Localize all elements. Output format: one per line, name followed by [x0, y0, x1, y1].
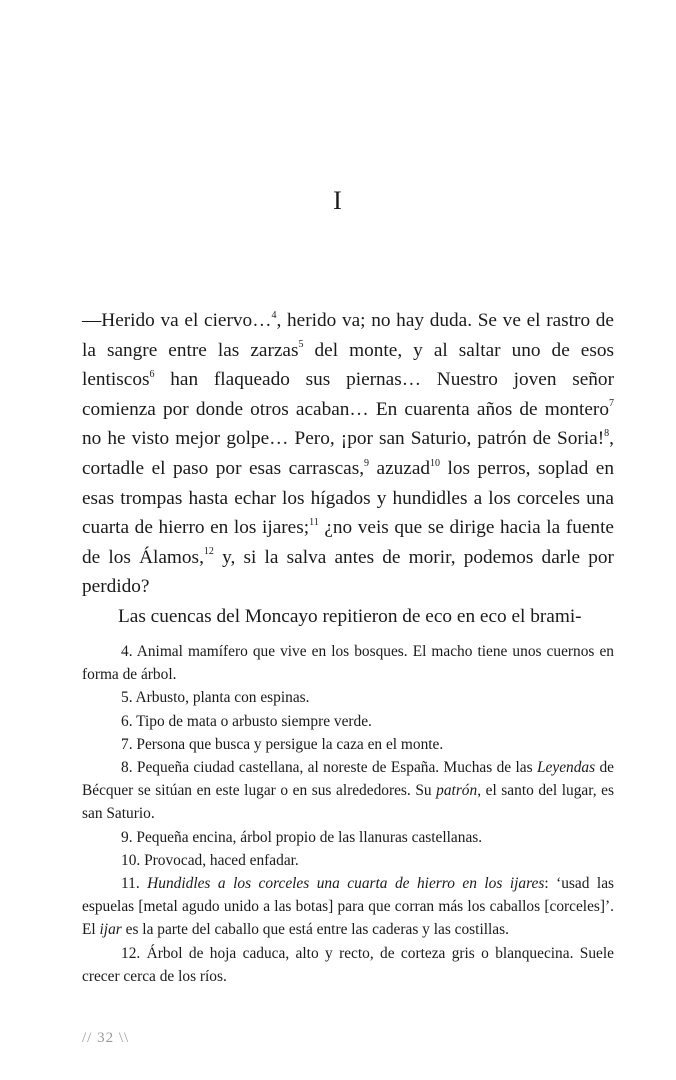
text-run: , herido va; no hay duda. Se ve el rastro de la sangre entre las zarzas: [82, 310, 614, 361]
paragraph-1: [82, 306, 614, 602]
footnote-ref-5: 5: [298, 339, 304, 351]
footnotes: [82, 640, 614, 988]
footnote-8: [82, 756, 614, 826]
text-run: , cortadle el paso por esas carrascas,: [82, 428, 614, 479]
page-number: // 32 \\: [82, 1030, 130, 1046]
text-run: han flaqueado sus piernas… Nuestro joven señor comienza por donde otros acaban… En cuarenta años de montero: [82, 369, 614, 420]
text-run: —Herido va el ciervo…: [82, 310, 272, 331]
footnote-ref-7: 7: [609, 398, 614, 410]
note-italic: Hundidles a los corceles una cuarta de hierro en los ijares: [147, 875, 545, 893]
footnote-11: [82, 872, 614, 942]
text-run: no he visto mejor golpe… Pero, ¡por san Saturio, patrón de Soria!: [82, 428, 605, 450]
note-text: : ‘usad las espuelas [metal agudo unido a las botas] para que corran más los caballos [corceles]’. El: [82, 875, 615, 939]
footnote-ref-11: 11: [309, 516, 319, 528]
text-run: azuzad: [369, 457, 431, 479]
main-text: [82, 306, 614, 632]
footnote-6: 6. Tipo de mata o arbusto siempre verde.: [121, 712, 372, 730]
note-italic: Leyendas: [536, 759, 596, 777]
footnote-ref-9: 9: [364, 457, 370, 469]
footnote-4: 4. Animal mamífero que vive en los bosques. El macho tiene unos cuernos en forma de árbol.: [82, 643, 614, 684]
note-text: 11.: [121, 875, 148, 893]
note-italic: patrón: [436, 782, 478, 800]
footnote-ref-10: 10: [430, 457, 441, 469]
footnote-5: 5. Arbusto, planta con espinas.: [121, 689, 310, 707]
footnote-9: 9. Pequeña encina, árbol propio de las llanuras castellanas.: [121, 828, 483, 846]
footnote-ref-6: 6: [149, 368, 155, 380]
footnote-ref-4: 4: [271, 309, 277, 321]
text-run: y, si la salva antes de morir, podemos darle por perdido?: [82, 546, 614, 598]
note-text: , el santo del lugar, es san Saturio.: [82, 782, 614, 823]
text-run: los perros, soplad en esas trompas hasta echar los hígados y hundidles a los corceles una cuarta de hierro en los ijares;: [82, 457, 614, 539]
chapter-numeral: I: [333, 186, 343, 215]
text-run: del monte, y al saltar uno de esos lentiscos: [82, 339, 614, 391]
note-text: de Bécquer se sitúan en este lugar o en sus alrededores. Su: [82, 759, 615, 800]
text-run: ¿no veis que se dirige hacia la fuente de los Álamos,: [82, 517, 614, 568]
note-text: 8. Pequeña ciudad castellana, al noreste de España. Muchas de las: [121, 759, 537, 777]
note-text: es la parte del caballo que está entre las caderas y las costillas.: [121, 921, 509, 939]
footnote-ref-12: 12: [203, 546, 214, 558]
paragraph-2: Las cuencas del Moncayo repitieron de eco en eco el brami-: [118, 605, 582, 627]
footnote-7: 7. Persona que busca y persigue la caza en el monte.: [121, 735, 444, 753]
note-italic: ijar: [99, 921, 122, 939]
footnote-10: 10. Provocad, haced enfadar.: [121, 851, 299, 869]
footnote-12: 12. Árbol de hoja caduca, alto y recto, de corteza gris o blanquecina. Suele crecer cerca de los ríos.: [82, 944, 614, 985]
footnote-ref-8: 8: [604, 427, 610, 439]
